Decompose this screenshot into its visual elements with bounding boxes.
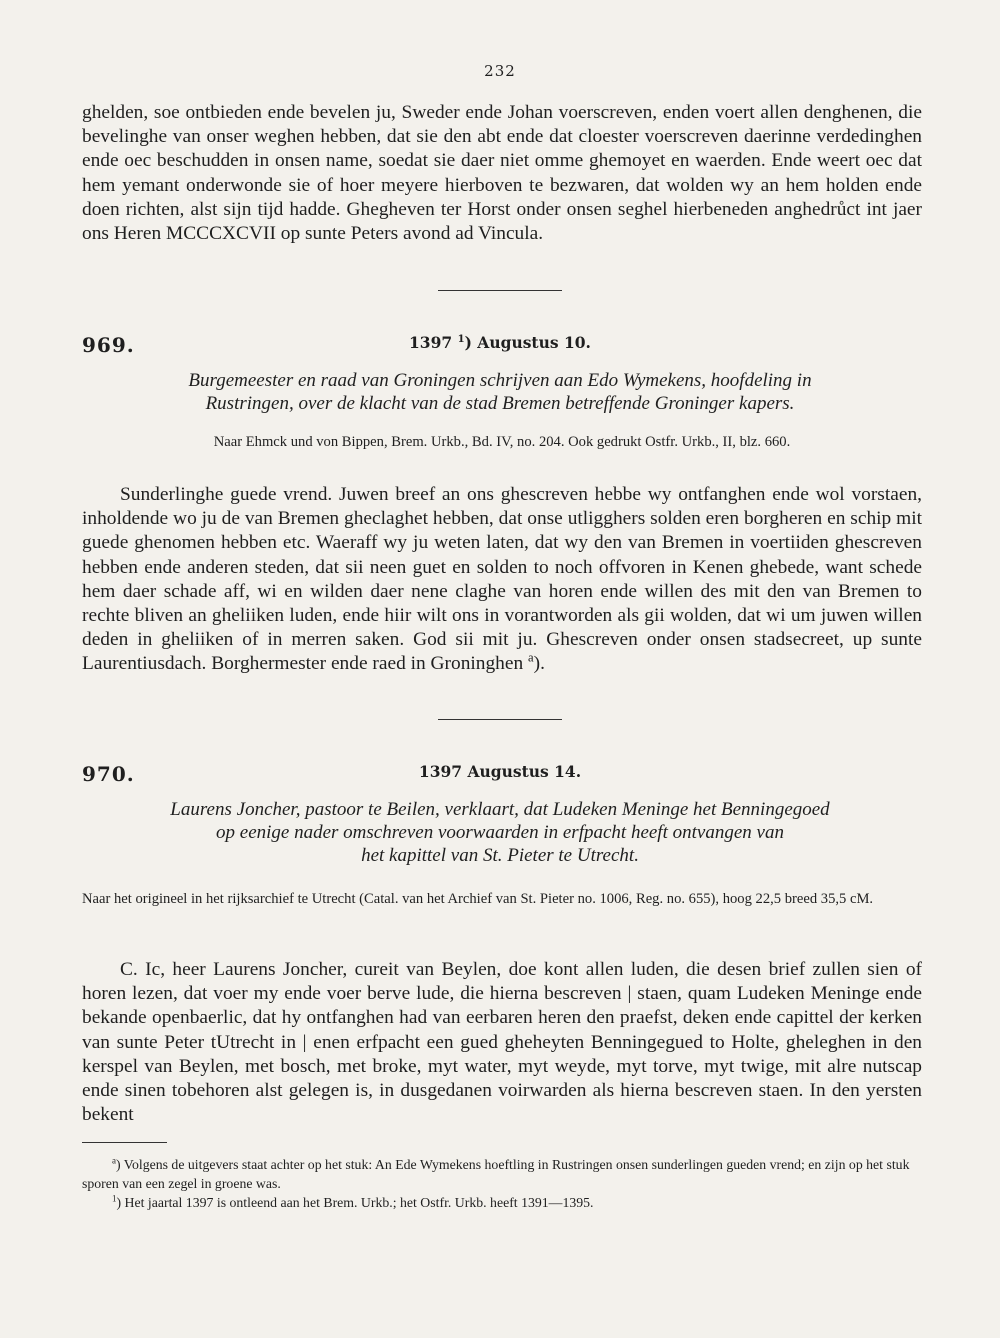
footnote-mark-a: a xyxy=(112,1155,116,1166)
charter-body: Sunderlinghe guede vrend. Juwen breef an ons ghescreven hebbe wy ontfanghen ende wol vorstaen, inholdende wo ju de van Bremen gheclaghet hebben, dat onse utligghers solden eren borgheren en schip mit guede ghenomen hebben etc. Waeraff wy ju weten laten, dat wy den van Bremen in voertiiden ghescreven hebben ende anderen steden, dat sii neen guet en solden to noch offvoren in Kenen ghebede, want schede hem daer schade aff, wi en wilden daer nene claghe van horen ende willen des mit den van Bremen to rechte bliven an gheliiken luden, ende hiir wilt ons in vorantworden als gii wolden, dat wi um juwen willen deden in gheliiken of in merren saken. God sii mit ju. Ghescreven onder onsen stadsecreet, up sunte Laurentiusdach. Borghermester ende raed in Groninghen xyxy=(82,484,922,675)
charter-paragraph xyxy=(82,483,922,677)
date-rest: ) Augustus 10. xyxy=(464,333,591,352)
footnote-a-text: ) Volgens de uitgevers staat achter op het stuk: An Ede Wymekens hoeftling in Rustringen onsen sunderlingen gueden vrend; en zijn op het stuk sporen van een zegel in groene was. xyxy=(82,1157,910,1191)
document-number-970: 970. xyxy=(82,762,135,786)
regest-line: Burgemeester en raad van Groningen schrijven aan Edo Wymekens, hoofdeling in xyxy=(188,370,812,391)
charter-text-970 xyxy=(82,958,922,1127)
source-note-969: Naar Ehmck und von Bippen, Brem. Urkb., Bd. IV, no. 204. Ook gedrukt Ostfr. Urkb., II, blz. 660. xyxy=(213,434,791,450)
charter-end: ). xyxy=(533,653,545,675)
charter-paragraph: C. Ic, heer Laurens Joncher, cureit van Beylen, doe kont allen luden, die desen brief zullen sien of horen lezen, dat voer my ende voer berve lude, die hierna bescreven | staen, quam Ludeken Meninge ende bekande openbaerlic, dat hy ontfanghen had van eerbaren heren den praefst, deken ende capittel der kerken van sunte Peter tUtrecht in | enen erfpacht een gued gheheyten Benningegued to Holte, gheleghen in den kerspel van Beylen, met bosch, met broke, myt water, myt weyde, myt torve, myt twige, mit alre nutscap ende sinen tobehoren alst gelegen is, in dusgedanen voirwarden als hierna bescreven staen. In den yersten bekent xyxy=(82,959,922,1126)
section-divider xyxy=(438,290,562,291)
regest-970 xyxy=(100,798,900,867)
regest-969 xyxy=(100,369,900,415)
continuation-paragraph: ghelden, soe ontbieden ende bevelen ju, Sweder ende Johan voerscreven, enden voert allen denghenen, die bevelinghe van onser weghen hebben, dat sie den abt ende dat cloester voerscreven daerinne verdedinghen ende oec beschudden in onsen name, soedat sie daer niet omme ghemoyet en waerden. Ende weert oec dat hem yemant onderwonde sie of hoer meyere hierboven te bezwaren, dat wolden wy an hem holden ende doen richten, alst sijn tijd hadde. Ghegheven ter Horst onder onsen seghel hierbeneden anghedrůct int jaer ons Heren MCCCXCVII op sunte Peters avond ad Vincula. xyxy=(82,102,922,245)
footnote-mark-1: 1 xyxy=(112,1193,117,1204)
page-number: 232 xyxy=(484,62,516,80)
regest-line: het kapittel van St. Pieter te Utrecht. xyxy=(361,845,639,866)
regest-line: Rustringen, over de klacht van de stad Bremen betreffende Groninger kapers. xyxy=(205,393,795,414)
footnote-1 xyxy=(82,1193,922,1212)
regest-line: Laurens Joncher, pastoor te Beilen, verklaart, dat Ludeken Meninge het Benningegoed xyxy=(170,799,830,820)
footnote-1-text: ) Het jaartal 1397 is ontleend aan het Brem. Urkb.; het Ostfr. Urkb. heeft 1391—1395. xyxy=(116,1195,594,1210)
regest-line: op eenige nader omschreven voorwaarden in erfpacht heeft ontvangen van xyxy=(216,822,784,843)
footnote-a xyxy=(82,1155,922,1193)
charter-text-969 xyxy=(82,483,922,677)
source-note-970: Naar het origineel in het rijksarchief te Utrecht (Catal. van het Archief van St. Pieter no. 1006, Reg. no. 655), hoog 22,5 breed 35,5 cM. xyxy=(82,891,874,907)
document-date-969 xyxy=(0,333,1000,352)
document-number-969: 969. xyxy=(82,333,135,357)
footnotes xyxy=(82,1155,922,1212)
section-divider xyxy=(438,719,562,720)
footnote-rule xyxy=(82,1142,167,1143)
continuation-text xyxy=(82,101,922,246)
footnote-ref-a: a xyxy=(528,650,534,665)
date-year: 1397 xyxy=(409,333,453,352)
footnote-ref-1: 1 xyxy=(457,333,465,345)
document-date-970: 1397 Augustus 14. xyxy=(418,762,582,781)
